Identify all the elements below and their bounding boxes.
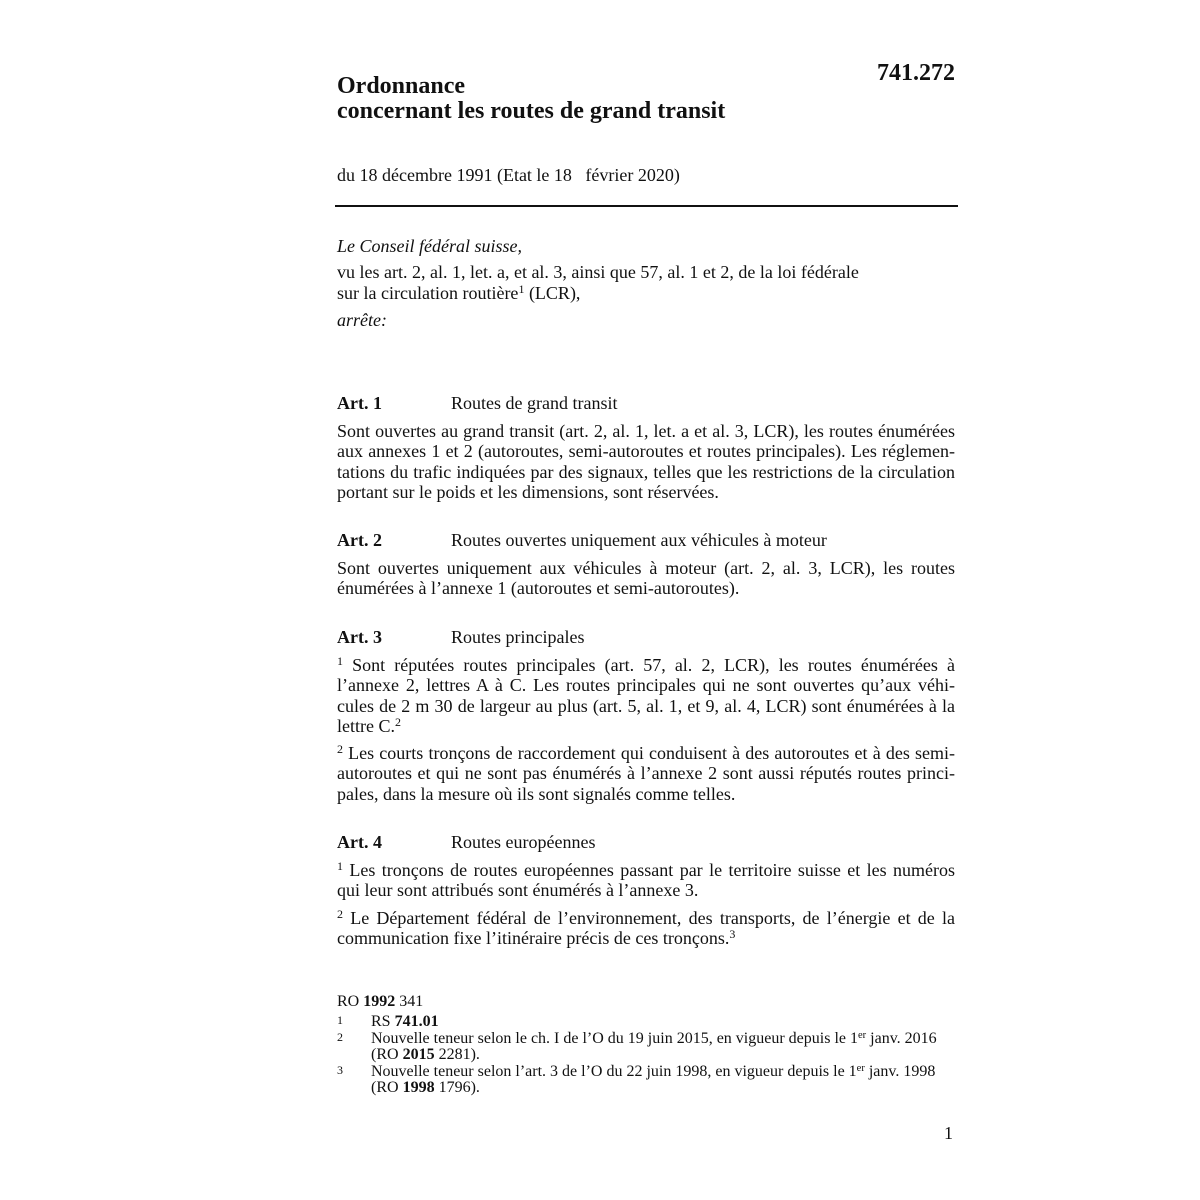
legal-basis-line: vu les art. 2, al. 1, let. a, et al. 3, ainsi que 57, al. 1 et 2, de la loi fédérale: [337, 262, 859, 282]
article-heading: [337, 627, 955, 647]
text-line: autoroutes et qui ne sont pas énumérés à l’annexe 2 sont aussi réputés routes princi-: [337, 763, 955, 784]
footnote: [337, 1064, 958, 1097]
footnote-text: [371, 1064, 935, 1097]
line-text: 2281).: [438, 1046, 480, 1063]
line-text: janv. 2016: [866, 1029, 937, 1047]
article-number: Art. 2: [337, 530, 382, 550]
line-text: (RO: [371, 1079, 399, 1096]
line-text: Le Département fédéral de l’environnement, des transports, de l’énergie et de la: [350, 907, 956, 928]
article-paragraph: [337, 558, 955, 599]
document-date: du 18 décembre 1991 (Etat le 18 février 2020): [337, 165, 680, 185]
text-line: [337, 743, 955, 763]
article-number: Art. 1: [337, 393, 382, 413]
article-number: Art. 4: [337, 832, 382, 852]
text-line: [337, 860, 955, 880]
text-line: aux annexes 1 et 2 (autoroutes, semi-autoroutes et routes principales). Les réglemen-: [337, 441, 955, 462]
header-rule: [335, 205, 958, 207]
article-title: Routes ouvertes uniquement aux véhicules à moteur: [451, 530, 827, 550]
line-text: Les courts tronçons de raccordement qui conduisent à des autoroutes et à des semi-: [348, 743, 955, 764]
article-heading: [337, 832, 955, 852]
footnote-reference: 2: [394, 714, 401, 729]
article-paragraph: [337, 421, 955, 502]
footnote: [337, 1014, 958, 1031]
line-text: Nouvelle teneur selon l’art. 3 de l’O du 22 juin 1998, en vigueur depuis le 1: [371, 1062, 857, 1080]
sr-reference: 741.01: [394, 1013, 439, 1030]
footnote-number: 3: [337, 1062, 343, 1077]
text-line: [337, 908, 955, 928]
text-line: Sont ouvertes uniquement aux véhicules à moteur (art. 2, al. 3, LCR), les routes: [337, 558, 955, 578]
text-line: tations du trafic indiquées par des signaux, telles que les restrictions de la circulation: [337, 461, 955, 482]
line-text: 1796).: [438, 1079, 480, 1096]
footnote-line: [371, 1031, 937, 1048]
paragraph-number: 2: [337, 742, 343, 757]
line-text: (LCR),: [524, 283, 581, 303]
line-text: lettre C.: [337, 715, 395, 736]
line-text: (RO: [371, 1046, 399, 1063]
ordinal-suffix: er: [858, 1029, 867, 1041]
text-line: l’annexe 2, lettres A à C. Les routes principales qui ne sont ouvertes qu’aux véhi-: [337, 675, 955, 696]
text-line: portant sur le poids et les dimensions, sont réservées.: [337, 481, 719, 502]
text-line: cules de 2 m 30 de largeur au plus (art. 5, al. 1, et 9, al. 4, LCR) sont énumérées à la: [337, 695, 955, 716]
line-text: Les tronçons de routes européennes passant par le territoire suisse et les numéros: [349, 860, 956, 880]
text-line: pales, dans la mesure où ils sont signalés comme telles.: [337, 783, 736, 804]
footnote-list: [337, 1014, 958, 1097]
publication-year: 1992: [363, 993, 396, 1010]
page-number: 1: [944, 1123, 953, 1143]
title-line: Ordonnance: [337, 73, 466, 99]
article-4: [337, 832, 955, 948]
ro-year: 1998: [402, 1079, 435, 1096]
article-paragraph: [337, 908, 955, 949]
footnote-line: [371, 1080, 935, 1097]
footnote-number: 1: [337, 1013, 343, 1027]
article-paragraph: [337, 655, 955, 736]
text-line: énumérées à l’annexe 1 (autoroutes et semi-autoroutes).: [337, 578, 740, 599]
article-number: Art. 3: [337, 627, 382, 647]
preamble: [337, 236, 955, 331]
paragraph-number: 1: [337, 859, 343, 873]
article-3: [337, 627, 955, 804]
line-text: communication fixe l’itinéraire précis de ces tronçons.: [337, 927, 730, 948]
article-title: Routes principales: [451, 627, 585, 647]
article-heading: [337, 530, 955, 550]
publication-reference: [337, 993, 958, 1010]
footnote-line: [371, 1047, 937, 1064]
article-title: Routes européennes: [451, 832, 596, 852]
title-line: concernant les routes de grand transit: [337, 98, 726, 124]
footnote-line: [371, 1014, 439, 1031]
footnote-line: [371, 1064, 935, 1081]
ro-year: 2015: [402, 1046, 435, 1063]
text-line: [337, 655, 955, 675]
text-line: [337, 716, 955, 736]
line-text: Sont réputées routes principales (art. 57, al. 2, LCR), les routes énumérées à: [352, 655, 956, 675]
article-title: Routes de grand transit: [451, 393, 618, 413]
line-text: sur la circulation routière: [337, 283, 519, 303]
publication-prefix: RO: [337, 993, 360, 1010]
line-text: Nouvelle teneur selon le ch. I de l’O du 19 juin 2015, en vigueur depuis le 1: [371, 1029, 858, 1047]
footnote-number: 2: [337, 1029, 343, 1044]
publication-page: 341: [399, 993, 424, 1010]
footnote-text: [371, 1031, 937, 1064]
text-line: qui leur sont attribués sont énumérés à l’annexe 3.: [337, 880, 699, 901]
article-paragraph: [337, 860, 955, 901]
footnote-reference: 3: [729, 926, 736, 941]
document-title: [337, 74, 725, 124]
article-paragraph: [337, 743, 955, 804]
paragraph-number: 2: [337, 906, 343, 921]
ordinal-suffix: er: [856, 1062, 865, 1074]
sr-number: 741.272: [877, 60, 955, 86]
footnote-text: [371, 1014, 439, 1031]
text-line: Sont ouvertes au grand transit (art. 2, al. 1, let. a et al. 3, LCR), les routes énumérées: [337, 421, 955, 441]
line-text: janv. 1998: [864, 1062, 936, 1080]
footnote-reference: 1: [518, 282, 525, 296]
decree-word: arrête:: [337, 310, 387, 330]
text-line: [337, 928, 955, 948]
article-heading: [337, 393, 955, 413]
article-1: [337, 393, 955, 502]
paragraph-number: 1: [337, 654, 343, 668]
issuing-authority: Le Conseil fédéral suisse,: [337, 236, 522, 256]
line-text: RS: [371, 1013, 391, 1030]
legal-basis-line: [337, 283, 955, 304]
article-2: [337, 530, 955, 599]
footnote: [337, 1031, 958, 1064]
footnotes-area: [337, 993, 958, 1097]
